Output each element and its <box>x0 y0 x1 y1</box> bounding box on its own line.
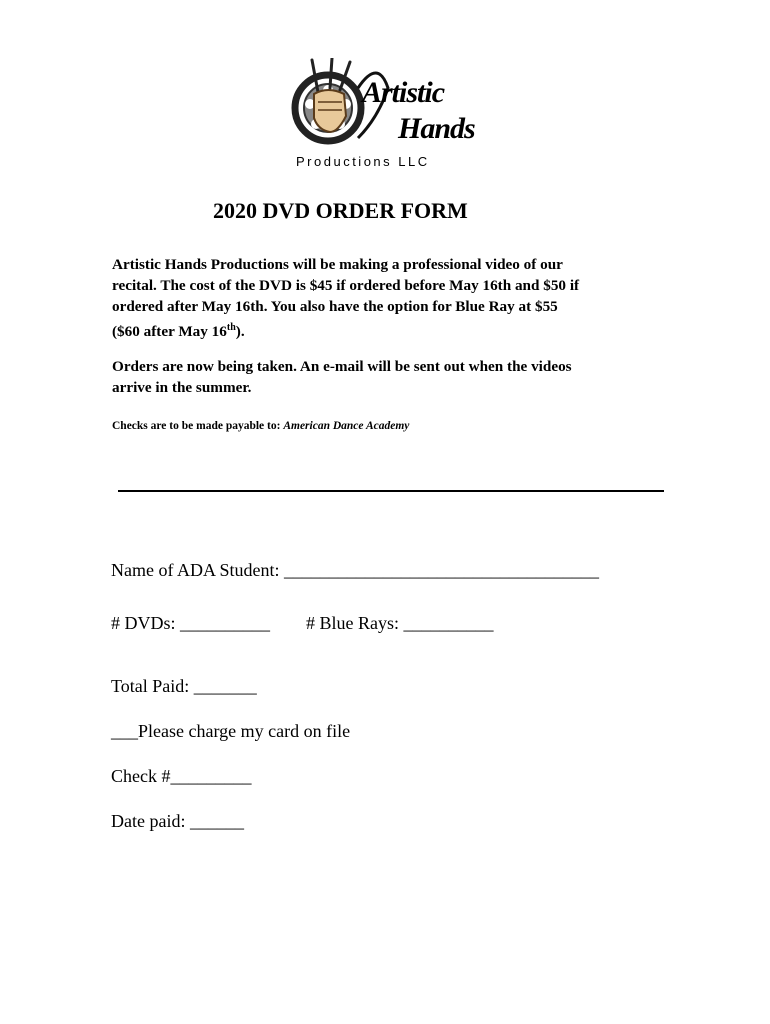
orders-paragraph <box>112 356 672 398</box>
intro-line-2: recital. The cost of the DVD is $45 if ordered before May 16th and $50 if <box>112 277 580 294</box>
intro-paragraph <box>112 254 672 342</box>
check-number-field[interactable]: Check #_________ <box>111 766 252 786</box>
total-paid-field[interactable]: Total Paid: _______ <box>111 676 257 696</box>
student-name-field[interactable]: Name of ADA Student: ___________________________________ <box>111 560 599 580</box>
orders-line-1: Orders are now being taken. An e-mail will be sent out when the videos <box>112 358 572 375</box>
date-paid-field[interactable]: Date paid: ______ <box>111 811 244 831</box>
dvd-count-field[interactable]: # DVDs: __________ <box>111 613 271 633</box>
page-title: 2020 DVD ORDER FORM <box>213 198 468 223</box>
logo-wordmark-hands: Hands <box>398 112 475 145</box>
intro-line-4-suffix: ). <box>235 323 245 341</box>
checks-payable-note <box>112 420 409 432</box>
logo-wordmark-artistic: Artistic <box>362 76 445 109</box>
intro-line-4-superscript: th <box>226 322 236 333</box>
intro-line-4-prefix: ($60 after May 16 <box>112 323 227 341</box>
intro-line-4 <box>112 317 672 342</box>
checks-payee: American Dance Academy <box>283 420 410 432</box>
intro-line-3: ordered after May 16th. You also have the option for Blue Ray at $55 <box>112 298 558 315</box>
checks-label: Checks are to be made payable to: <box>112 420 284 432</box>
intro-line-1: Artistic Hands Productions will be making a professional video of our <box>112 256 563 273</box>
divider-line <box>118 490 664 492</box>
orders-line-2: arrive in the summer. <box>112 379 252 396</box>
logo-subtitle: Productions LLC <box>296 154 430 169</box>
bluray-count-field[interactable]: # Blue Rays: __________ <box>306 613 494 633</box>
charge-card-option[interactable]: ___Please charge my card on file <box>111 721 351 741</box>
